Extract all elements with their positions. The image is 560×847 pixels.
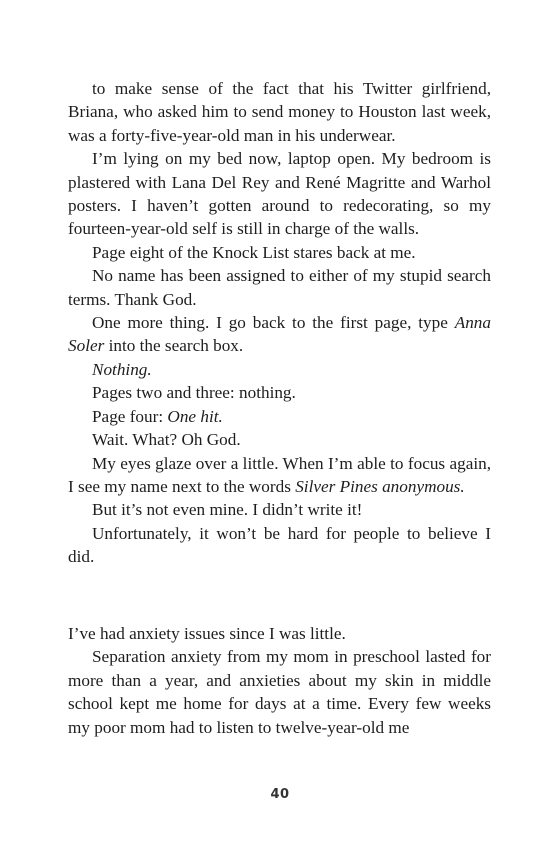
text-run: to make sense of the fact that his Twitter girlfriend, Briana, who asked him to send money to Houston last week, was a forty-five-year-old man in his underwear. [68,79,491,145]
text-run: Separation anxiety from my mom in preschool lasted for more than a year, and anxieties about my skin in middle school kept me home for days at a time. Every few weeks my poor mom had to listen to twelve-year-old me [68,647,491,737]
paragraph [68,264,491,311]
paragraph [68,405,491,428]
paragraph [68,522,491,569]
text-run: Wait. What? Oh God. [92,430,241,450]
italic-text: One hit. [167,406,223,426]
body-text-section-2 [68,622,491,739]
paragraph [68,498,491,521]
paragraph [68,622,491,645]
text-run: I’ve had anxiety issues since I was little. [68,624,346,643]
text-run: My eyes glaze over a little. When I’m able to focus again, I see my name next to the words [68,453,491,496]
text-run: But it’s not even mine. I didn’t write it! [92,500,363,520]
paragraph [68,381,491,404]
paragraph [68,147,491,241]
text-run: Unfortunately, it won’t be hard for people to believe I did. [68,523,491,567]
italic-text: Anna Soler [68,313,491,356]
text-run: Page eight of the Knock List stares back at me. [92,242,416,262]
text-run: I’m lying on my bed now, laptop open. My bedroom is plastered with Lana Del Rey and René Magritte and Warhol posters. I haven’t gotten around to redecorating, so my fourteen-year-old self is still in charge of the walls. [68,149,491,239]
paragraph [68,241,491,264]
italic-text: Nothing. [92,359,152,379]
paragraph [68,311,491,358]
paragraph [68,428,491,451]
paragraph [68,358,491,381]
text-run: One more thing. I go back to the first page, type [92,313,455,333]
text-run: into the search box. [104,336,244,356]
paragraph [68,645,491,739]
page-number: 40 [270,787,290,802]
body-text-section-1 [68,77,491,569]
text-run: Page four: [92,406,168,426]
paragraph [68,77,491,147]
text-run: No name has been assigned to either of my stupid search terms. Thank God. [68,266,491,309]
paragraph [68,452,491,499]
text-run: Pages two and three: nothing. [92,383,296,403]
italic-text: Silver Pines anonymous. [295,476,465,496]
